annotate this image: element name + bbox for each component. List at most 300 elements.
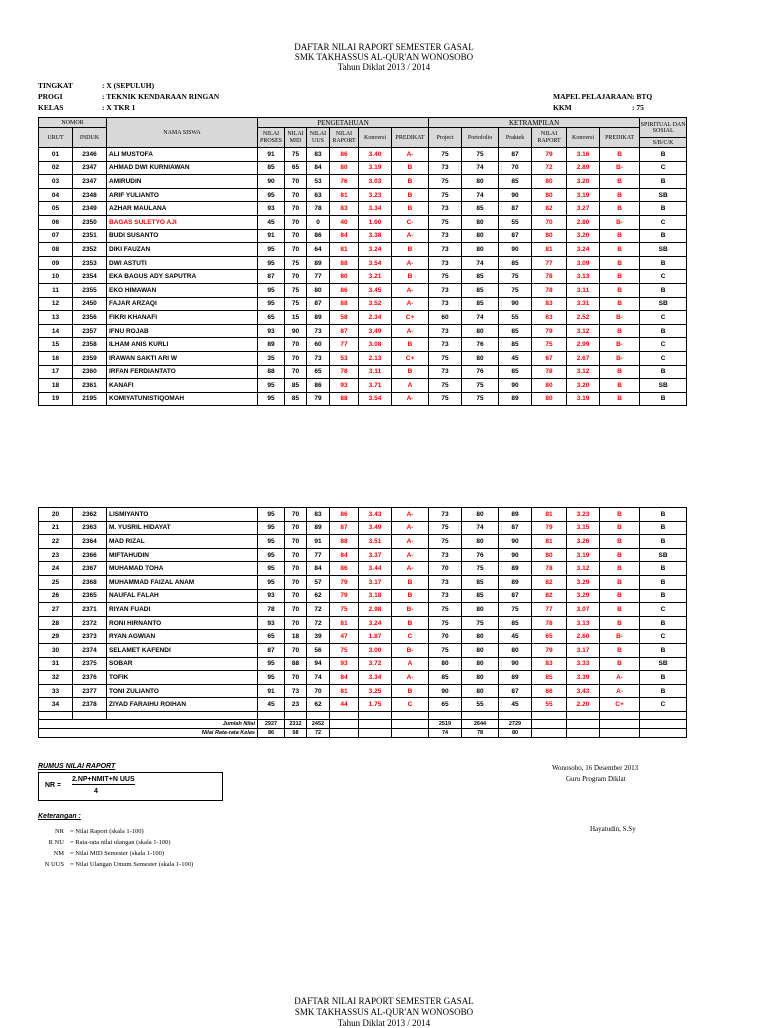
cell-portofolio: 85 <box>462 270 499 284</box>
cell-induk: 2363 <box>73 521 107 535</box>
table-row <box>39 657 687 671</box>
cell-uus: 78 <box>307 202 330 216</box>
table-row <box>39 188 687 202</box>
blank-cell <box>567 711 600 719</box>
cell-predikat: B <box>392 175 429 189</box>
table-row <box>39 283 687 297</box>
table-row <box>39 256 687 270</box>
cell-nr-k: 80 <box>532 229 567 243</box>
cell-praktek: 45 <box>499 351 532 365</box>
table-row <box>39 630 687 644</box>
cell-np: 91 <box>258 684 285 698</box>
cell-mid: 73 <box>285 684 307 698</box>
cell-predikat-k: B <box>600 603 640 617</box>
cell-portofolio: 74 <box>462 161 499 175</box>
cell-project: 73 <box>429 508 462 522</box>
cell-predikat: B <box>392 589 429 603</box>
cell-nr: 88 <box>330 392 359 406</box>
cell-project: 75 <box>429 379 462 393</box>
legend-code: N UUS <box>44 861 64 868</box>
cell-konversi-k: 3.16 <box>567 148 600 162</box>
cell-predikat: A- <box>392 229 429 243</box>
cell-sikap: C <box>640 630 687 644</box>
cell-predikat: C+ <box>392 311 429 325</box>
cell-nr: 83 <box>330 202 359 216</box>
summary-total-row-uus: 2452 <box>307 719 330 728</box>
cell-uus: 73 <box>307 351 330 365</box>
legend-text: = Rata-rata nilai ulangan (skala 1-100) <box>70 839 171 846</box>
blank-cell <box>640 711 687 719</box>
cell-mid: 70 <box>285 562 307 576</box>
cell-nama: KANAFI <box>107 379 258 393</box>
cell-sikap: C <box>640 270 687 284</box>
cell-urut: 31 <box>39 657 73 671</box>
summary-total-row-praktek: 2729 <box>499 719 532 728</box>
cell-nr-k: 79 <box>532 643 567 657</box>
cell-nr: 86 <box>330 283 359 297</box>
cell-predikat: B <box>392 270 429 284</box>
cell-portofolio: 75 <box>462 562 499 576</box>
cell-np: 88 <box>258 365 285 379</box>
cell-nr: 75 <box>330 603 359 617</box>
summary-average-row-konversi-k <box>567 728 600 737</box>
table-row <box>39 175 687 189</box>
cell-sikap: B <box>640 684 687 698</box>
cell-induk: 2362 <box>73 508 107 522</box>
cell-np: 45 <box>258 215 285 229</box>
cell-urut: 34 <box>39 698 73 712</box>
cell-mid: 23 <box>285 698 307 712</box>
cell-predikat: B <box>392 616 429 630</box>
table-row <box>39 603 687 617</box>
cell-nama: MUHAMAD TOHA <box>107 562 258 576</box>
cell-project: 65 <box>429 698 462 712</box>
cell-urut: 26 <box>39 589 73 603</box>
cell-np: 95 <box>258 379 285 393</box>
cell-project: 75 <box>429 351 462 365</box>
cell-urut: 15 <box>39 338 73 352</box>
cell-nama: ARIF YULIANTO <box>107 188 258 202</box>
col-spiritual: SPIRITUAL DAN SOSIAL <box>640 118 687 138</box>
cell-np: 95 <box>258 671 285 685</box>
cell-project: 70 <box>429 630 462 644</box>
cell-project: 73 <box>429 589 462 603</box>
cell-sikap: B <box>640 283 687 297</box>
cell-sikap: B <box>640 562 687 576</box>
cell-nr: 81 <box>330 684 359 698</box>
cell-konversi: 3.34 <box>359 202 392 216</box>
cell-mid: 70 <box>285 202 307 216</box>
cell-predikat: A- <box>392 548 429 562</box>
cell-np: 95 <box>258 535 285 549</box>
cell-praktek: 90 <box>499 188 532 202</box>
cell-uus: 89 <box>307 311 330 325</box>
cell-praktek: 75 <box>499 283 532 297</box>
cell-predikat-k: B <box>600 508 640 522</box>
cell-urut: 19 <box>39 392 73 406</box>
cell-nr: 40 <box>330 215 359 229</box>
table-row <box>39 698 687 712</box>
blank-cell <box>307 711 330 719</box>
cell-konversi-k: 2.67 <box>567 351 600 365</box>
cell-induk: 2356 <box>73 311 107 325</box>
cell-induk: 2354 <box>73 270 107 284</box>
cell-nr: 81 <box>330 243 359 257</box>
cell-praktek: 45 <box>499 630 532 644</box>
cell-konversi-k: 2.89 <box>567 161 600 175</box>
col-project: Project <box>429 128 462 148</box>
cell-praktek: 87 <box>499 148 532 162</box>
legend-heading: Keterangan : <box>38 813 81 820</box>
cell-nama: DIKI FAUZAN <box>107 243 258 257</box>
cell-portofolio: 85 <box>462 575 499 589</box>
table-row <box>39 508 687 522</box>
cell-nr-k: 78 <box>532 270 567 284</box>
cell-project: 73 <box>429 575 462 589</box>
cell-konversi: 3.24 <box>359 616 392 630</box>
cell-portofolio: 85 <box>462 283 499 297</box>
cell-urut: 12 <box>39 297 73 311</box>
table-row <box>39 379 687 393</box>
blank-cell <box>429 711 462 719</box>
col-praktek: Praktek <box>499 128 532 148</box>
cell-konversi-k: 3.13 <box>567 616 600 630</box>
col-mid: NILAI MID <box>285 128 307 148</box>
cell-sikap: B <box>640 175 687 189</box>
formula-nr: NR = <box>45 782 62 789</box>
cell-portofolio: 80 <box>462 671 499 685</box>
table-row <box>39 535 687 549</box>
cell-predikat-k: B- <box>600 311 640 325</box>
col-ketrampilan: KETRAMPILAN <box>429 118 640 128</box>
cell-np: 95 <box>258 283 285 297</box>
cell-uus: 62 <box>307 698 330 712</box>
cell-predikat-k: B <box>600 392 640 406</box>
cell-sikap: B <box>640 616 687 630</box>
cell-uus: 63 <box>307 188 330 202</box>
cell-mid: 75 <box>285 283 307 297</box>
cell-nr-k: 78 <box>532 365 567 379</box>
cell-nr: 88 <box>330 535 359 549</box>
cell-predikat-k: B <box>600 324 640 338</box>
cell-sikap: C <box>640 311 687 325</box>
cell-urut: 02 <box>39 161 73 175</box>
cell-konversi-k: 3.19 <box>567 392 600 406</box>
cell-konversi-k: 3.24 <box>567 243 600 257</box>
cell-sikap: C <box>640 215 687 229</box>
grades-table-part2 <box>38 507 687 738</box>
cell-nr: 75 <box>330 643 359 657</box>
cell-konversi: 3.11 <box>359 365 392 379</box>
cell-urut: 05 <box>39 202 73 216</box>
cell-urut: 23 <box>39 548 73 562</box>
cell-uus: 86 <box>307 379 330 393</box>
table-row <box>39 202 687 216</box>
cell-np: 45 <box>258 698 285 712</box>
cell-nr: 87 <box>330 324 359 338</box>
blank-cell <box>359 711 392 719</box>
summary-average-row-project: 74 <box>429 728 462 737</box>
cell-project: 73 <box>429 202 462 216</box>
cell-konversi-k: 2.52 <box>567 311 600 325</box>
cell-sikap: B <box>640 202 687 216</box>
cell-portofolio: 75 <box>462 148 499 162</box>
cell-nr-k: 80 <box>532 188 567 202</box>
table-row <box>39 589 687 603</box>
summary-total-row-konversi <box>359 719 392 728</box>
mapel-label: MAPEL PELAJARAAN <box>553 92 633 101</box>
cell-praktek: 90 <box>499 535 532 549</box>
cell-sikap: SB <box>640 297 687 311</box>
cell-konversi-k: 3.19 <box>567 188 600 202</box>
cell-nr-k: 72 <box>532 161 567 175</box>
cell-nr: 79 <box>330 589 359 603</box>
cell-np: 91 <box>258 229 285 243</box>
cell-np: 87 <box>258 270 285 284</box>
cell-nama: MUHAMMAD FAIZAL ANAM <box>107 575 258 589</box>
cell-konversi: 3.19 <box>359 161 392 175</box>
cell-praktek: 85 <box>499 256 532 270</box>
cell-nr: 44 <box>330 698 359 712</box>
formula-denominator: 4 <box>94 788 98 795</box>
cell-konversi-k: 3.20 <box>567 379 600 393</box>
cell-portofolio: 80 <box>462 630 499 644</box>
cell-konversi: 3.38 <box>359 229 392 243</box>
cell-induk: 2378 <box>73 698 107 712</box>
col-predikat-k: PREDIKAT <box>600 128 640 148</box>
cell-project: 85 <box>429 671 462 685</box>
table-row <box>39 324 687 338</box>
cell-urut: 09 <box>39 256 73 270</box>
cell-urut: 13 <box>39 311 73 325</box>
cell-urut: 17 <box>39 365 73 379</box>
cell-praktek: 89 <box>499 671 532 685</box>
cell-uus: 83 <box>307 148 330 162</box>
cell-project: 75 <box>429 616 462 630</box>
summary-average-row-portofolio: 78 <box>462 728 499 737</box>
cell-konversi: 1.60 <box>359 215 392 229</box>
cell-sikap: B <box>640 365 687 379</box>
cell-np: 90 <box>258 175 285 189</box>
cell-konversi-k: 2.60 <box>567 630 600 644</box>
cell-praktek: 90 <box>499 657 532 671</box>
cell-induk: 2375 <box>73 657 107 671</box>
cell-np: 95 <box>258 256 285 270</box>
grades-table-part1 <box>38 117 687 406</box>
cell-konversi-k: 2.80 <box>567 215 600 229</box>
cell-portofolio: 80 <box>462 215 499 229</box>
cell-nr-k: 80 <box>532 175 567 189</box>
cell-nama: FIKRI KHANAFI <box>107 311 258 325</box>
cell-nama: ALI MUSTOFA <box>107 148 258 162</box>
cell-project: 75 <box>429 215 462 229</box>
progi-label: PROGI <box>38 92 63 101</box>
cell-predikat-k: B <box>600 175 640 189</box>
summary-average-row-uus: 72 <box>307 728 330 737</box>
summary-average-row-label: Nilai Rata-rata Kelas <box>39 728 258 737</box>
cell-praktek: 87 <box>499 589 532 603</box>
cell-nr-k: 83 <box>532 657 567 671</box>
cell-portofolio: 75 <box>462 616 499 630</box>
cell-portofolio: 80 <box>462 351 499 365</box>
cell-nama: SELAMET KAFENDI <box>107 643 258 657</box>
cell-urut: 30 <box>39 643 73 657</box>
cell-predikat: A- <box>392 324 429 338</box>
cell-konversi: 3.54 <box>359 392 392 406</box>
cell-praktek: 85 <box>499 616 532 630</box>
cell-nr-k: 78 <box>532 616 567 630</box>
cell-nr-k: 65 <box>532 630 567 644</box>
cell-mid: 70 <box>285 215 307 229</box>
cell-induk: 2374 <box>73 643 107 657</box>
cell-np: 91 <box>258 148 285 162</box>
cell-nama: MIFTAHUDIN <box>107 548 258 562</box>
cell-predikat-k: B <box>600 521 640 535</box>
cell-predikat: A- <box>392 671 429 685</box>
cell-uus: 0 <box>307 215 330 229</box>
cell-sikap: SB <box>640 657 687 671</box>
cell-nr-k: 79 <box>532 148 567 162</box>
table-row <box>39 161 687 175</box>
cell-urut: 33 <box>39 684 73 698</box>
cell-nr-k: 85 <box>532 671 567 685</box>
cell-induk: 2368 <box>73 575 107 589</box>
cell-predikat: A <box>392 379 429 393</box>
cell-praktek: 90 <box>499 243 532 257</box>
cell-nama: RYAN AGWIAN <box>107 630 258 644</box>
cell-konversi: 2.34 <box>359 311 392 325</box>
cell-nr-k: 81 <box>532 508 567 522</box>
cell-mid: 70 <box>285 589 307 603</box>
cell-konversi: 3.40 <box>359 148 392 162</box>
cell-mid: 75 <box>285 256 307 270</box>
cell-nr: 86 <box>330 508 359 522</box>
cell-nr-k: 80 <box>532 548 567 562</box>
cell-portofolio: 55 <box>462 698 499 712</box>
table-row <box>39 671 687 685</box>
cell-induk: 2364 <box>73 535 107 549</box>
cell-mid: 70 <box>285 508 307 522</box>
cell-nr-k: 80 <box>532 392 567 406</box>
cell-predikat: A <box>392 657 429 671</box>
cell-praktek: 89 <box>499 562 532 576</box>
cell-induk: 2353 <box>73 256 107 270</box>
col-np: NILAI PROSES <box>258 128 285 148</box>
col-uus: NILAI UUS <box>307 128 330 148</box>
cell-nama: BUDI SUSANTO <box>107 229 258 243</box>
cell-portofolio: 75 <box>462 392 499 406</box>
cell-predikat-k: B <box>600 575 640 589</box>
cell-konversi-k: 3.17 <box>567 643 600 657</box>
cell-portofolio: 74 <box>462 521 499 535</box>
cell-project: 73 <box>429 338 462 352</box>
cell-uus: 94 <box>307 657 330 671</box>
cell-portofolio: 76 <box>462 338 499 352</box>
blank-cell <box>330 711 359 719</box>
cell-nr: 78 <box>330 365 359 379</box>
cell-sikap: SB <box>640 188 687 202</box>
cell-np: 95 <box>258 521 285 535</box>
cell-portofolio: 80 <box>462 657 499 671</box>
blank-cell <box>285 711 307 719</box>
cell-sikap: SB <box>640 379 687 393</box>
cell-nr: 80 <box>330 161 359 175</box>
cell-urut: 01 <box>39 148 73 162</box>
cell-nr: 81 <box>330 188 359 202</box>
cell-konversi: 3.18 <box>359 589 392 603</box>
cell-konversi-k: 2.20 <box>567 698 600 712</box>
cell-nama: AHMAD DWI KURNIAWAN <box>107 161 258 175</box>
cell-konversi: 3.44 <box>359 562 392 576</box>
cell-predikat-k: B <box>600 283 640 297</box>
cell-predikat-k: B <box>600 365 640 379</box>
summary-average-row <box>39 728 687 737</box>
cell-induk: 2195 <box>73 392 107 406</box>
cell-predikat: B <box>392 684 429 698</box>
cell-mid: 85 <box>285 379 307 393</box>
school-year: Tahun Diklat 2013 / 2014 <box>337 62 431 72</box>
cell-np: 95 <box>258 392 285 406</box>
cell-predikat-k: B <box>600 589 640 603</box>
cell-uus: 86 <box>307 229 330 243</box>
cell-praktek: 85 <box>499 338 532 352</box>
cell-urut: 08 <box>39 243 73 257</box>
col-nr-k: NILAI RAPORT <box>532 128 567 148</box>
cell-praktek: 87 <box>499 229 532 243</box>
cell-nr: 81 <box>330 616 359 630</box>
cell-konversi-k: 3.29 <box>567 589 600 603</box>
cell-konversi-k: 3.29 <box>567 575 600 589</box>
legend-code: NM <box>53 850 64 857</box>
summary-average-row-konversi <box>359 728 392 737</box>
col-nr: NILAI RAPORT <box>330 128 359 148</box>
cell-konversi: 3.49 <box>359 324 392 338</box>
cell-konversi-k: 3.26 <box>567 535 600 549</box>
cell-nama: TOFIK <box>107 671 258 685</box>
cell-induk: 2352 <box>73 243 107 257</box>
cell-predikat-k: B <box>600 562 640 576</box>
cell-predikat: C <box>392 698 429 712</box>
cell-nama: MAD RIZAL <box>107 535 258 549</box>
cell-mid: 70 <box>285 643 307 657</box>
cell-nr: 93 <box>330 379 359 393</box>
cell-nama: RONI HIRNANTO <box>107 616 258 630</box>
cell-nr: 77 <box>330 338 359 352</box>
cell-nama: DWI ASTUTI <box>107 256 258 270</box>
col-konversi: Konversi <box>359 128 392 148</box>
cell-project: 73 <box>429 229 462 243</box>
school-name: SMK TAKHASSUS AL-QUR'AN WONOSOBO <box>294 52 474 62</box>
cell-predikat-k: B- <box>600 351 640 365</box>
cell-predikat-k: B <box>600 379 640 393</box>
table-row <box>39 643 687 657</box>
cell-project: 75 <box>429 175 462 189</box>
cell-predikat: A- <box>392 508 429 522</box>
cell-induk: 2450 <box>73 297 107 311</box>
cell-np: 89 <box>258 338 285 352</box>
cell-mid: 70 <box>285 243 307 257</box>
cell-konversi: 3.37 <box>359 548 392 562</box>
cell-konversi: 3.51 <box>359 535 392 549</box>
cell-nr-k: 70 <box>532 215 567 229</box>
cell-predikat-k: B <box>600 148 640 162</box>
cell-predikat: A- <box>392 297 429 311</box>
cell-nr: 88 <box>330 297 359 311</box>
cell-uus: 84 <box>307 161 330 175</box>
signature-name: Hayatudin, S.Sy <box>590 825 636 833</box>
cell-urut: 03 <box>39 175 73 189</box>
kkm-label: KKM <box>553 103 572 112</box>
